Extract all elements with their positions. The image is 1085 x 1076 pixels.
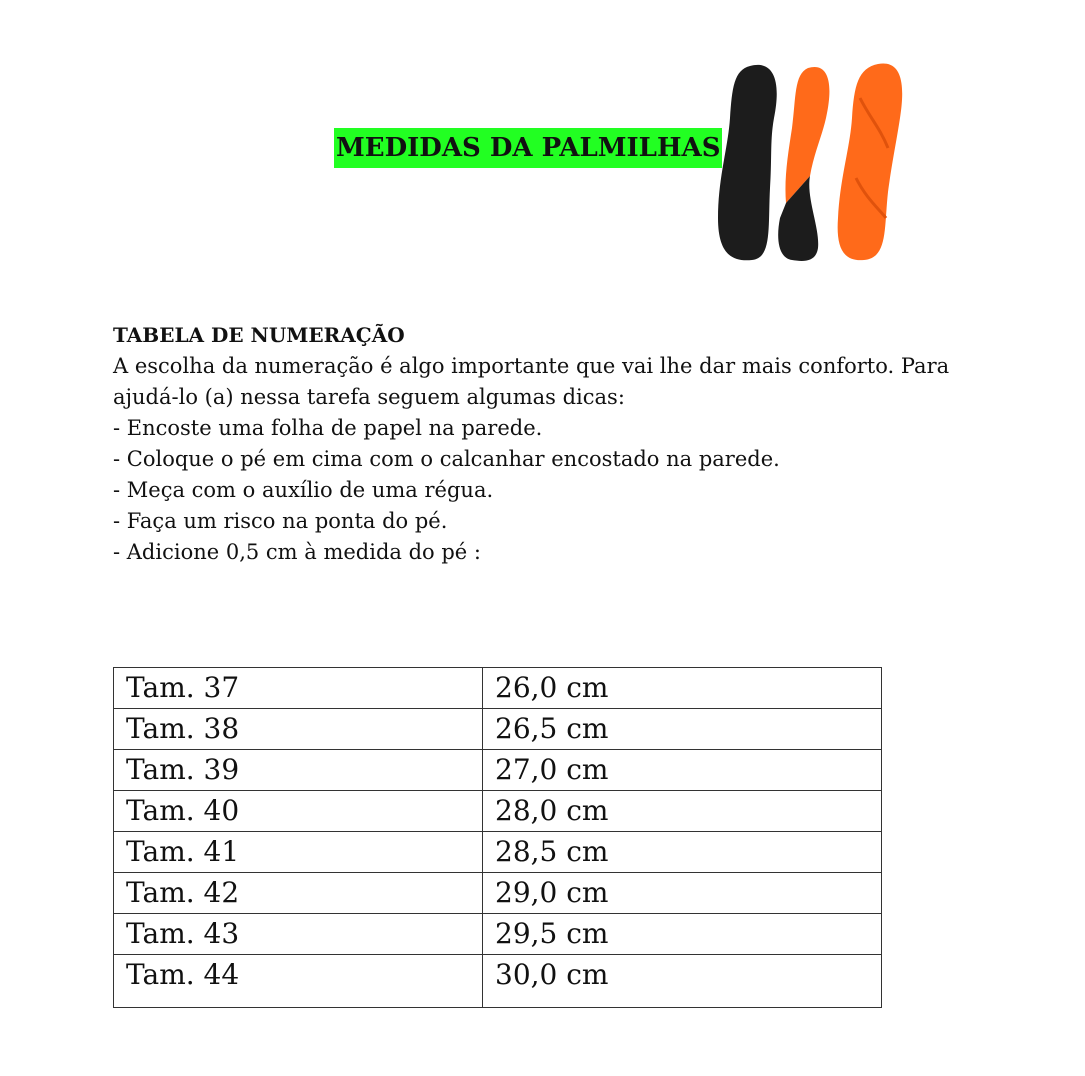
- instruction-line: - Coloque o pé em cima com o calcanhar encostado na parede.: [113, 447, 780, 471]
- table-row: [114, 709, 882, 750]
- length-cell: 30,0 cm: [483, 955, 882, 1008]
- table-row: [114, 791, 882, 832]
- instruction-line: - Adicione 0,5 cm à medida do pé :: [113, 540, 481, 564]
- table-row: [114, 668, 882, 709]
- size-table: [113, 667, 882, 1008]
- table-row: [114, 832, 882, 873]
- length-cell: 26,5 cm: [483, 709, 882, 750]
- instruction-line: - Faça um risco na ponta do pé.: [113, 509, 448, 533]
- section-heading: TABELA DE NUMERAÇÃO: [113, 323, 405, 347]
- insole-black: [718, 65, 777, 260]
- instruction-line: - Meça com o auxílio de uma régua.: [113, 478, 494, 502]
- table-row: [114, 955, 882, 1008]
- instruction-line: A escolha da numeração é algo importante que vai lhe dar mais conforto. Para: [113, 354, 950, 378]
- instruction-line: ajudá-lo (a) nessa tarefa seguem algumas dicas:: [113, 385, 625, 409]
- page-title: MEDIDAS DA PALMILHAS: [334, 128, 722, 168]
- size-cell: Tam. 41: [114, 832, 483, 873]
- size-cell: Tam. 37: [114, 668, 483, 709]
- size-cell: Tam. 38: [114, 709, 483, 750]
- table-row: [114, 914, 882, 955]
- size-cell: Tam. 44: [114, 955, 483, 1008]
- length-cell: 29,5 cm: [483, 914, 882, 955]
- size-cell: Tam. 39: [114, 750, 483, 791]
- size-cell: Tam. 43: [114, 914, 483, 955]
- size-cell: Tam. 42: [114, 873, 483, 914]
- length-cell: 26,0 cm: [483, 668, 882, 709]
- length-cell: 28,5 cm: [483, 832, 882, 873]
- length-cell: 27,0 cm: [483, 750, 882, 791]
- instruction-line: - Encoste uma folha de papel na parede.: [113, 416, 543, 440]
- length-cell: 29,0 cm: [483, 873, 882, 914]
- table-row: [114, 750, 882, 791]
- insole-orange: [838, 63, 903, 260]
- table-row: [114, 873, 882, 914]
- instructions: [113, 320, 973, 568]
- size-cell: Tam. 40: [114, 791, 483, 832]
- length-cell: 28,0 cm: [483, 791, 882, 832]
- insoles-image: [710, 58, 920, 268]
